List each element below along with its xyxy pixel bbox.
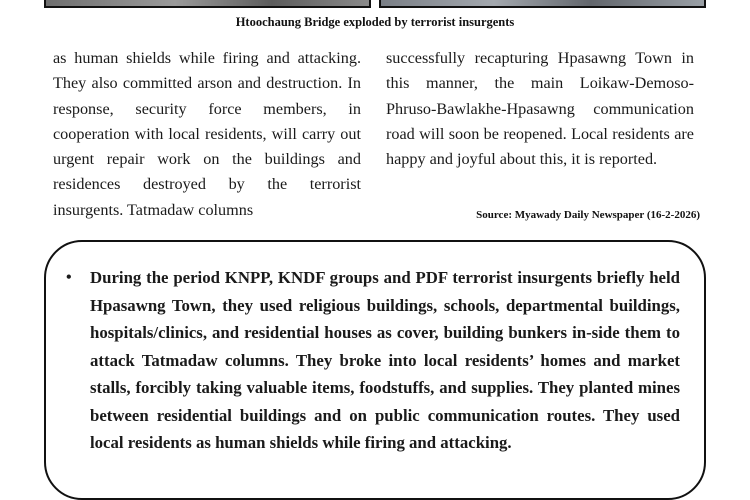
highlight-bullet-list [66,264,680,457]
article-column-right [386,46,694,172]
article-column-left [53,46,361,223]
photo-caption: Htoochaung Bridge exploded by terrorist insurgents [235,15,515,29]
source-credit: Source: Myawady Daily Newspaper (16-2-2026) [476,209,700,221]
bullet-icon: • [66,269,72,286]
article-text-right: successfully recapturing Hpasawng Town in this manner, the main Loikaw-Demoso-Phruso-Bawlakhe-Hpasawng communication road will soon be reopened. Local residents are happy and joyful about this, it is reported. [386,49,694,169]
highlight-text: During the period KNPP, KNDF groups and PDF terrorist insurgents briefly held Hpasawng Town, they used religious buildings, schools, departmental buildings, hospitals/clinics, and residential houses as cover, building bunkers in-side them to attack Tatmadaw columns. They broke into local residents’ homes and market stalls, forcibly taking valuable items, foodstuffs, and supplies. They planted mines between residential buildings and on public communication routes. They used local residents as human shields while firing and attacking. [90,268,680,452]
bridge-photo-left [44,0,371,8]
highlight-bullet-item [66,264,680,457]
photo-strip [44,0,706,10]
bridge-photo-right [379,0,706,8]
article-text-left: as human shields while firing and attacking. They also committed arson and destruction. In response, security force members, in cooperation with local residents, will carry out urgent repair work on the buildings and residences destroyed by the terrorist insurgents. Tatmadaw columns [53,49,361,219]
